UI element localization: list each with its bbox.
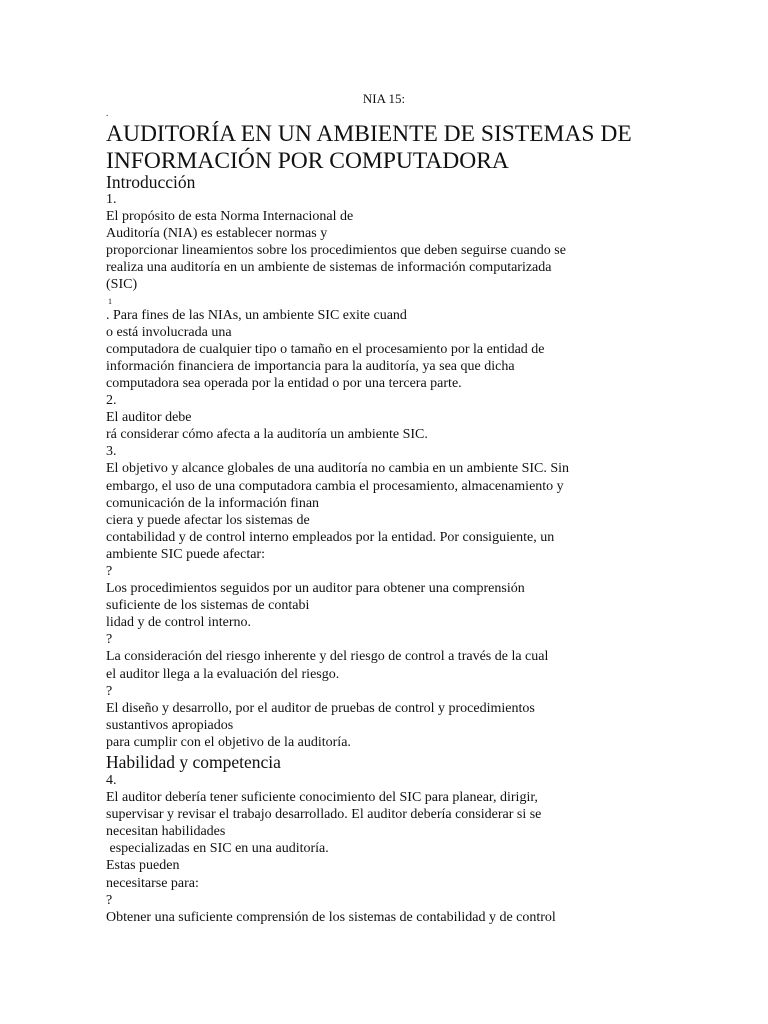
text-line: computadora de cualquier tipo o tamaño en el procesamiento por la entidad de xyxy=(106,341,545,357)
text-line: El auditor debe xyxy=(106,410,192,426)
text-line: realiza una auditoría en un ambiente de sistemas de información computarizada xyxy=(106,260,552,276)
text-line: proporcionar lineamientos sobre los procedimientos que deben seguirse cuando se xyxy=(106,243,566,259)
text-line: (SIC) xyxy=(106,277,138,293)
text-line: 1. xyxy=(106,192,117,207)
text-line: 2. xyxy=(106,393,117,409)
bullet-marker: ? xyxy=(106,683,113,699)
text-line: Los procedimientos seguidos por un auditor para obtener una comprensión xyxy=(106,581,525,597)
text-line: o está involucrada una xyxy=(106,324,232,340)
text-line: computadora sea operada por la entidad o por una tercera parte. xyxy=(106,375,462,391)
document-body xyxy=(106,171,726,926)
text-line: La consideración del riesgo inherente y del riesgo de control a través de la cual xyxy=(106,649,549,665)
text-line: suficiente de los sistemas de contabi xyxy=(106,598,310,614)
text-line: Obtener una suficiente comprensión de los sistemas de contabilidad y de control xyxy=(106,909,556,925)
text-line: El diseño y desarrollo, por el auditor de pruebas de control y procedimientos xyxy=(106,700,535,716)
section-heading-habilidad: Habilidad y competencia xyxy=(106,752,281,772)
text-line: contabilidad y de control interno empleados por la entidad. Por consiguiente, un xyxy=(106,529,555,545)
paragraph-block-2 xyxy=(106,307,726,751)
text-line: sustantivos apropiados xyxy=(106,717,234,733)
text-line: 3. xyxy=(106,444,117,460)
document-title xyxy=(106,121,666,175)
text-line: rá considerar cómo afecta a la auditoría un ambiente SIC. xyxy=(106,427,428,443)
bullet-marker: ? xyxy=(106,632,113,648)
text-line: para cumplir con el objetivo de la auditoría. xyxy=(106,734,351,750)
title-line: INFORMACIÓN POR COMPUTADORA xyxy=(106,148,509,174)
text-line: . Para fines de las NIAs, un ambiente SIC exite cuand xyxy=(106,307,407,323)
paragraph-block-3 xyxy=(106,772,726,926)
text-line: El propósito de esta Norma Internacional de xyxy=(106,209,354,225)
text-line: especializadas en SIC en una auditoría. xyxy=(106,841,329,857)
text-line: necesitarse para: xyxy=(106,875,199,891)
text-line: El auditor debería tener suficiente conocimiento del SIC para planear, dirigir, xyxy=(106,790,538,806)
text-line: embargo, el uso de una computadora cambia el procesamiento, almacenamiento y xyxy=(106,478,564,494)
text-line: supervisar y revisar el trabajo desarrollado. El auditor debería considerar si se xyxy=(106,807,542,823)
dot-marker: . xyxy=(106,108,109,118)
paragraph-block-1 xyxy=(106,191,726,294)
text-line: ambiente SIC puede afectar: xyxy=(106,546,265,562)
text-line: lidad y de control interno. xyxy=(106,615,252,631)
text-line: Estas pueden xyxy=(106,858,180,874)
footnote-marker: 1 xyxy=(108,296,112,306)
text-line: Auditoría (NIA) es establecer normas y xyxy=(106,226,328,242)
title-line: AUDITORÍA EN UN AMBIENTE DE SISTEMAS DE xyxy=(106,121,632,147)
text-line: comunicación de la información finan xyxy=(106,495,320,511)
text-line: ciera y puede afectar los sistemas de xyxy=(106,512,310,528)
text-line: información financiera de importancia para la auditoría, ya sea que dicha xyxy=(106,358,515,374)
text-line: el auditor llega a la evaluación del riesgo. xyxy=(106,666,340,682)
text-line: 4. xyxy=(106,773,117,788)
standard-number-label: NIA 15: xyxy=(362,91,406,106)
section-heading-introduccion: Introducción xyxy=(106,172,196,192)
bullet-marker: ? xyxy=(106,563,113,579)
text-line: necesitan habilidades xyxy=(106,824,226,840)
text-line: El objetivo y alcance globales de una auditoría no cambia en un ambiente SIC. Sin xyxy=(106,461,570,477)
bullet-marker: ? xyxy=(106,892,113,908)
